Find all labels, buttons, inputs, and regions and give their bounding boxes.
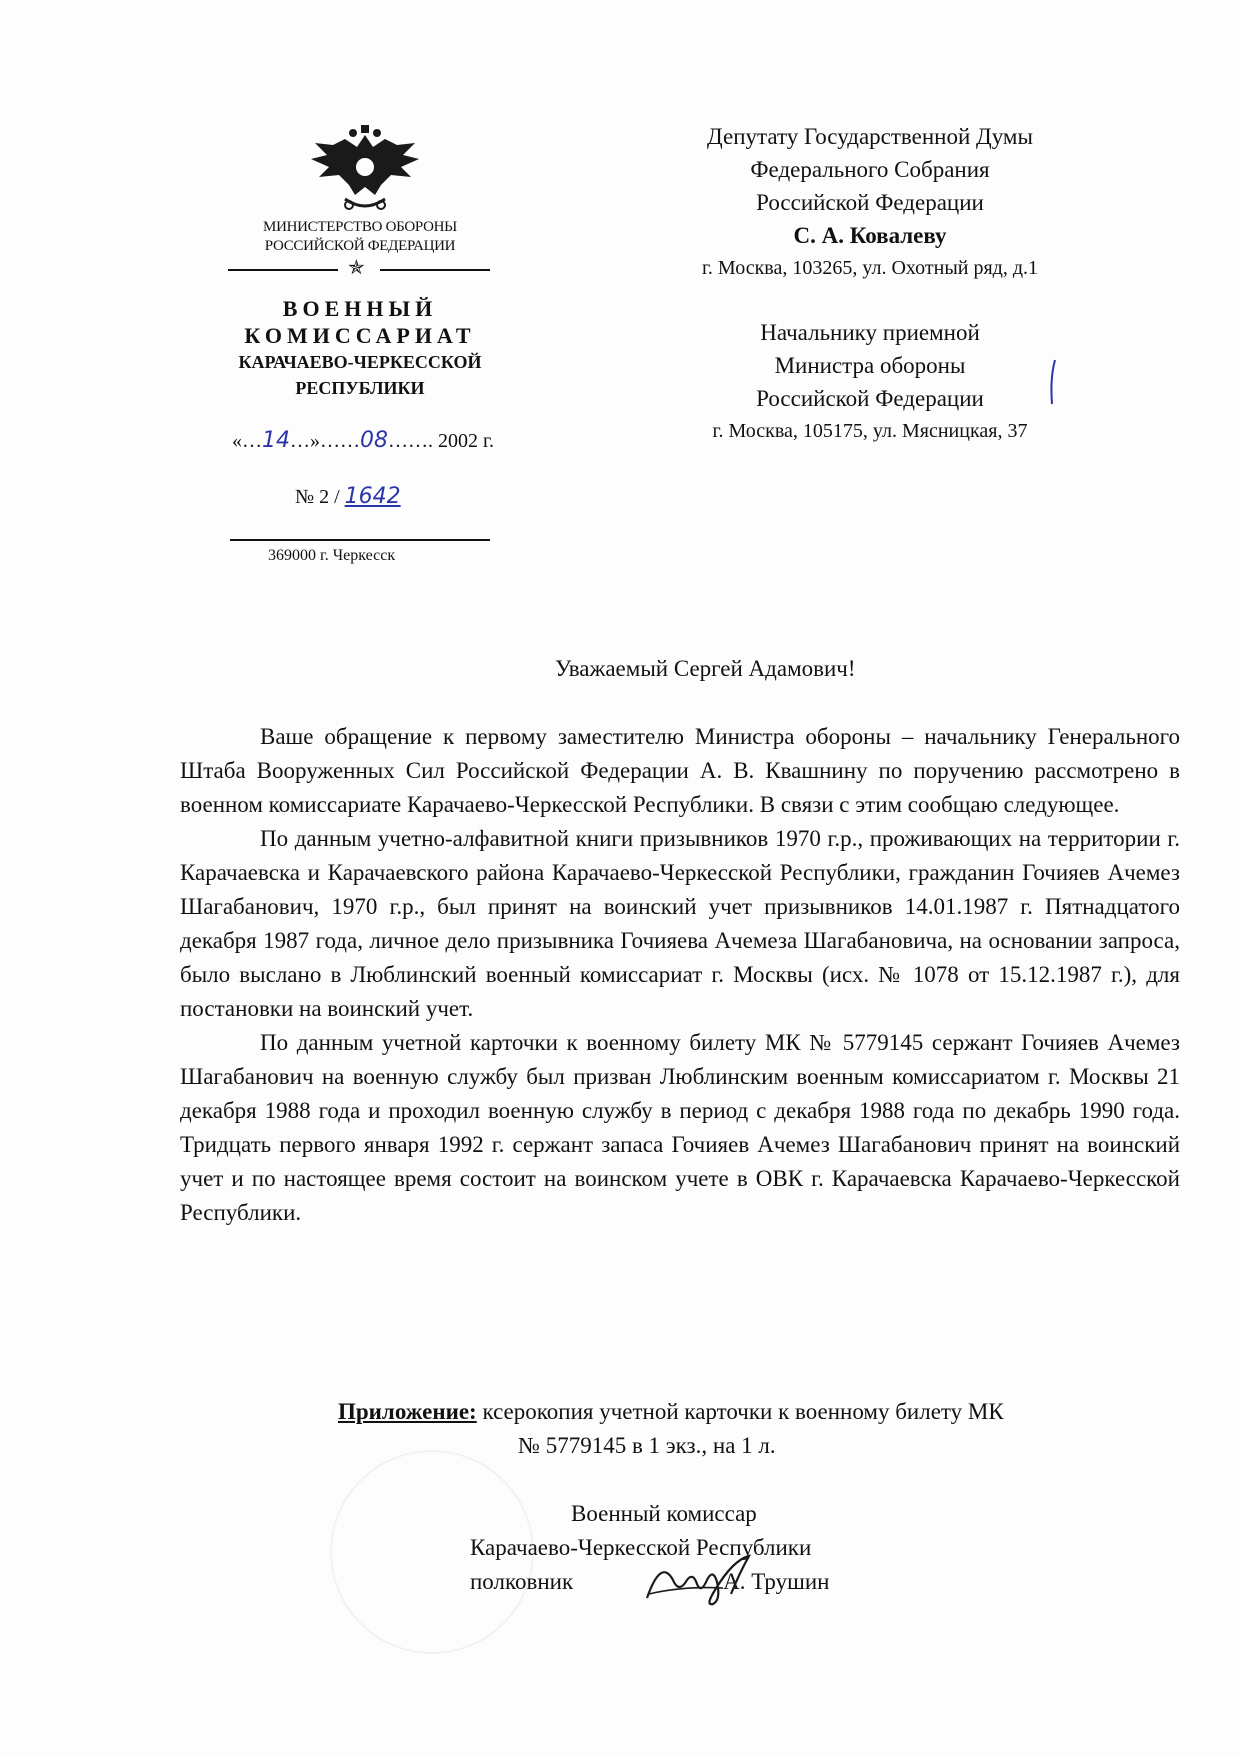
signer-rank: полковник (470, 1569, 574, 1594)
number-underline (230, 539, 490, 541)
ministry-line-2: РОССИЙСКОЙ ФЕДЕРАЦИИ (264, 238, 456, 254)
paragraph-2: По данным учетно-алфавитной книги призывников 1970 г.р., проживающих на территории г. Карачаевска и Карачаевского района Карачаево-Черкесской Республики, гражданин Гочияев Ачемез Шагабанович, 1970 г.р., был принят на воинский учет призывников 14.01.1987 г. Пятнадцатого декабря 1987 года, личное дело призывника Гочияева Ачемеза Шагабановича, на основании запроса, было выслано в Люблинский военный комиссариат г. Москвы (исх. № 1078 от 15.12.1987 г.), для постановки на воинский учет. (180, 826, 1180, 1021)
agency-line-2: КОМИССАРИАТ (244, 323, 476, 348)
star-divider (228, 258, 490, 278)
addressee1-name: С. А. Ковалеву (793, 223, 947, 248)
addressee2-line1: Начальнику приемной (760, 320, 980, 345)
appendix (338, 1395, 1188, 1463)
addressee2-line2: Министра обороны (774, 353, 966, 378)
outgoing-number (295, 484, 401, 509)
agency-line-1: ВОЕННЫЙ (282, 296, 438, 321)
letter-date: «…14…»……08……. 2002 г. (232, 428, 494, 453)
date-month-handwritten: 08 (360, 428, 388, 453)
addressee1-line2: Федерального Собрания (750, 157, 990, 182)
addressee1-line1: Депутату Государственной Думы (707, 124, 1033, 149)
agency-line-3: КАРАЧАЕВО-ЧЕРКЕССКОЙ (238, 352, 482, 372)
addressee1-line3: Российской Федерации (756, 190, 984, 215)
signer-title-2: Карачаево-Черкесской Республики (470, 1535, 812, 1560)
signer-name: А. Трушин (723, 1569, 830, 1594)
agency-name (195, 295, 525, 401)
sender-city: 369000 г. Черкесск (268, 547, 396, 564)
signer-title-1: Военный комиссар (571, 1501, 757, 1526)
paragraph-3: По данным учетной карточки к военному билету МК № 5779145 сержант Гочияев Ачемез Шагабанович на военную службу был призван Люблинским военным комиссариатом г. Москвы 21 декабря 1988 года и проходил военную службу в период с декабря 1988 года по декабрь 1990 года. Тридцать первого января 1992 г. сержант запаса Гочияев Ачемез Шагабанович принят на воинский учет и по настоящее время состоит на воинском учете в ОВК г. Карачаевска Карачаево-Черкесской Республики. (180, 1030, 1180, 1225)
star-icon: ✯ (348, 257, 365, 279)
ministry-line-1: МИНИСТЕРСТВО ОБОРОНЫ (263, 219, 457, 235)
appendix-text-2: № 5779145 в 1 экз., на 1 л. (518, 1433, 776, 1458)
addressee1-address: г. Москва, 103265, ул. Охотный ряд, д.1 (701, 257, 1039, 279)
agency-line-4: РЕСПУБЛИКИ (295, 378, 425, 398)
number-prefix: № 2 / (295, 486, 340, 508)
number-handwritten: 1642 (344, 484, 401, 509)
appendix-text-1: ксерокопия учетной карточки к военному билету МК (476, 1399, 1004, 1424)
date-quote-open: « (232, 430, 242, 452)
date-year: 2002 г. (438, 430, 494, 452)
letter-body (180, 720, 1180, 1230)
pen-mark-icon (1047, 358, 1059, 408)
date-day-handwritten: 14 (262, 428, 290, 453)
double-headed-eagle-emblem (305, 125, 425, 215)
divider-line-left (228, 269, 338, 271)
addressee-reception (650, 316, 1090, 448)
paper-fold (0, 0, 160, 300)
addressee2-line3: Российской Федерации (756, 386, 984, 411)
paragraph-1: Ваше обращение к первому заместителю Министра обороны – начальнику Генерального Штаба Вооруженных Сил Российской Федерации А. В. Квашнину по поручению рассмотрено в военном комиссариате Карачаево-Черкесской Республики. В связи с этим сообщаю следующее. (180, 724, 1180, 817)
greeting: Уважаемый Сергей Адамович! (555, 656, 856, 681)
appendix-label: Приложение: (338, 1399, 477, 1424)
divider-line-right (380, 269, 490, 271)
date-quote-close: » (310, 430, 320, 452)
ministry-name (230, 218, 490, 256)
addressee-duma-deputy (650, 120, 1090, 285)
addressee2-address: г. Москва, 105175, ул. Мясницкая, 37 (712, 420, 1028, 442)
handwritten-signature (643, 1550, 763, 1608)
